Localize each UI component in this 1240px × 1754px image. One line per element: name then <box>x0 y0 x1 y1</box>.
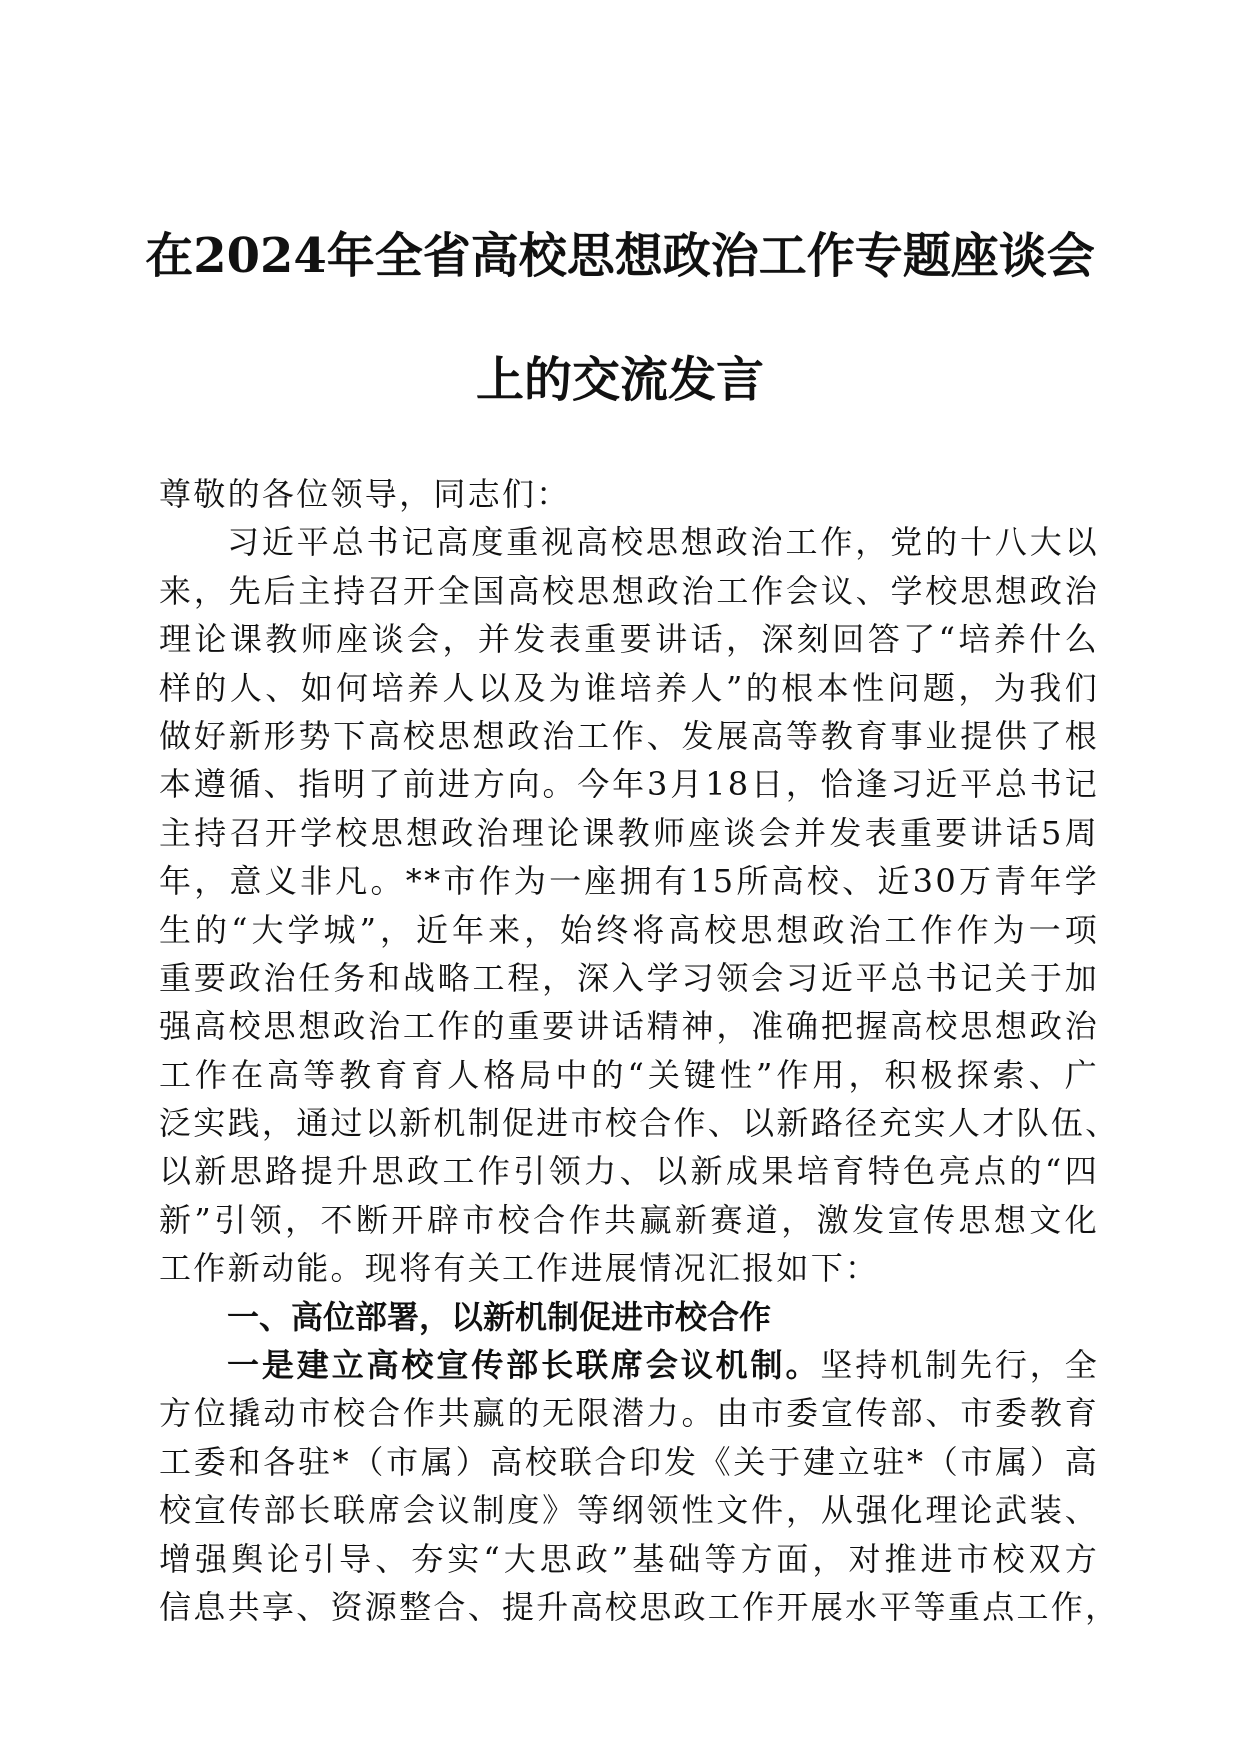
document-title-line-1: 在2024年全省高校思想政治工作专题座谈会 <box>145 228 1095 284</box>
document-title-line-2: 上的交流发言 <box>475 352 764 408</box>
paragraph-line: 工作新动能。现将有关工作进展情况汇报如下： <box>159 1249 880 1288</box>
paragraph-line: 校宣传部长联席会议制度》等纲领性文件，从强化理论武装、 <box>159 1491 1099 1530</box>
paragraph-line: 生的“大学城”，近年来，始终将高校思想政治工作作为一项 <box>159 910 1099 949</box>
paragraph-line: 样的人、如何培养人以及为谁培养人”的根本性问题，为我们 <box>159 668 1099 707</box>
paragraph-line: 新”引领，不断开辟市校合作共赢新赛道，激发宣传思想文化 <box>159 1200 1099 1239</box>
paragraph-line: 做好新形势下高校思想政治工作、发展高等教育事业提供了根 <box>159 716 1099 755</box>
paragraph-lead: 一是建立高校宣传部长联席会议机制。 <box>227 1346 821 1385</box>
paragraph-line: 增强舆论引导、夯实“大思政”基础等方面，对推进市校双方 <box>159 1539 1099 1578</box>
paragraph-line: 以新思路提升思政工作引领力、以新成果培育特色亮点的“四 <box>159 1152 1099 1191</box>
paragraph-line: 信息共享、资源整合、提升高校思政工作开展水平等重点工作， <box>159 1587 1120 1626</box>
section-heading: 一、高位部署，以新机制促进市校合作 <box>227 1297 772 1336</box>
paragraph-line: 重要政治任务和战略工程，深入学习领会习近平总书记关于加 <box>159 958 1099 997</box>
paragraph-line: 本遵循、指明了前进方向。今年3月18日，恰逢习近平总书记 <box>159 765 1099 804</box>
paragraph-line: 工作在高等教育育人格局中的“关键性”作用，积极探索、广 <box>159 1055 1099 1094</box>
paragraph-line: 年，意义非凡。**市作为一座拥有15所高校、近30万青年学 <box>159 862 1099 901</box>
document-body <box>159 470 1120 1631</box>
paragraph-line: 工委和各驻*（市属）高校联合印发《关于建立驻*（市属）高 <box>159 1442 1099 1481</box>
paragraph-line: 来，先后主持召开全国高校思想政治工作会议、学校思想政治 <box>159 571 1099 610</box>
paragraph-line: 方位撬动市校合作共赢的无限潜力。由市委宣传部、市委教育 <box>159 1394 1099 1433</box>
paragraph-line: 习近平总书记高度重视高校思想政治工作，党的十八大以 <box>227 523 1099 562</box>
salutation: 尊敬的各位领导，同志们： <box>159 475 571 513</box>
paragraph-line: 理论课教师座谈会，并发表重要讲话，深刻回答了“培养什么 <box>159 620 1099 659</box>
paragraph-line <box>159 1341 1099 1389</box>
paragraph-line: 强高校思想政治工作的重要讲话精神，准确把握高校思想政治 <box>159 1007 1099 1046</box>
paragraph-line: 主持召开学校思想政治理论课教师座谈会并发表重要讲话5周 <box>159 813 1099 852</box>
paragraph-text: 坚持机制先行，全 <box>820 1346 1099 1385</box>
paragraph-line: 泛实践，通过以新机制促进市校合作、以新路径充实人才队伍、 <box>159 1104 1120 1143</box>
